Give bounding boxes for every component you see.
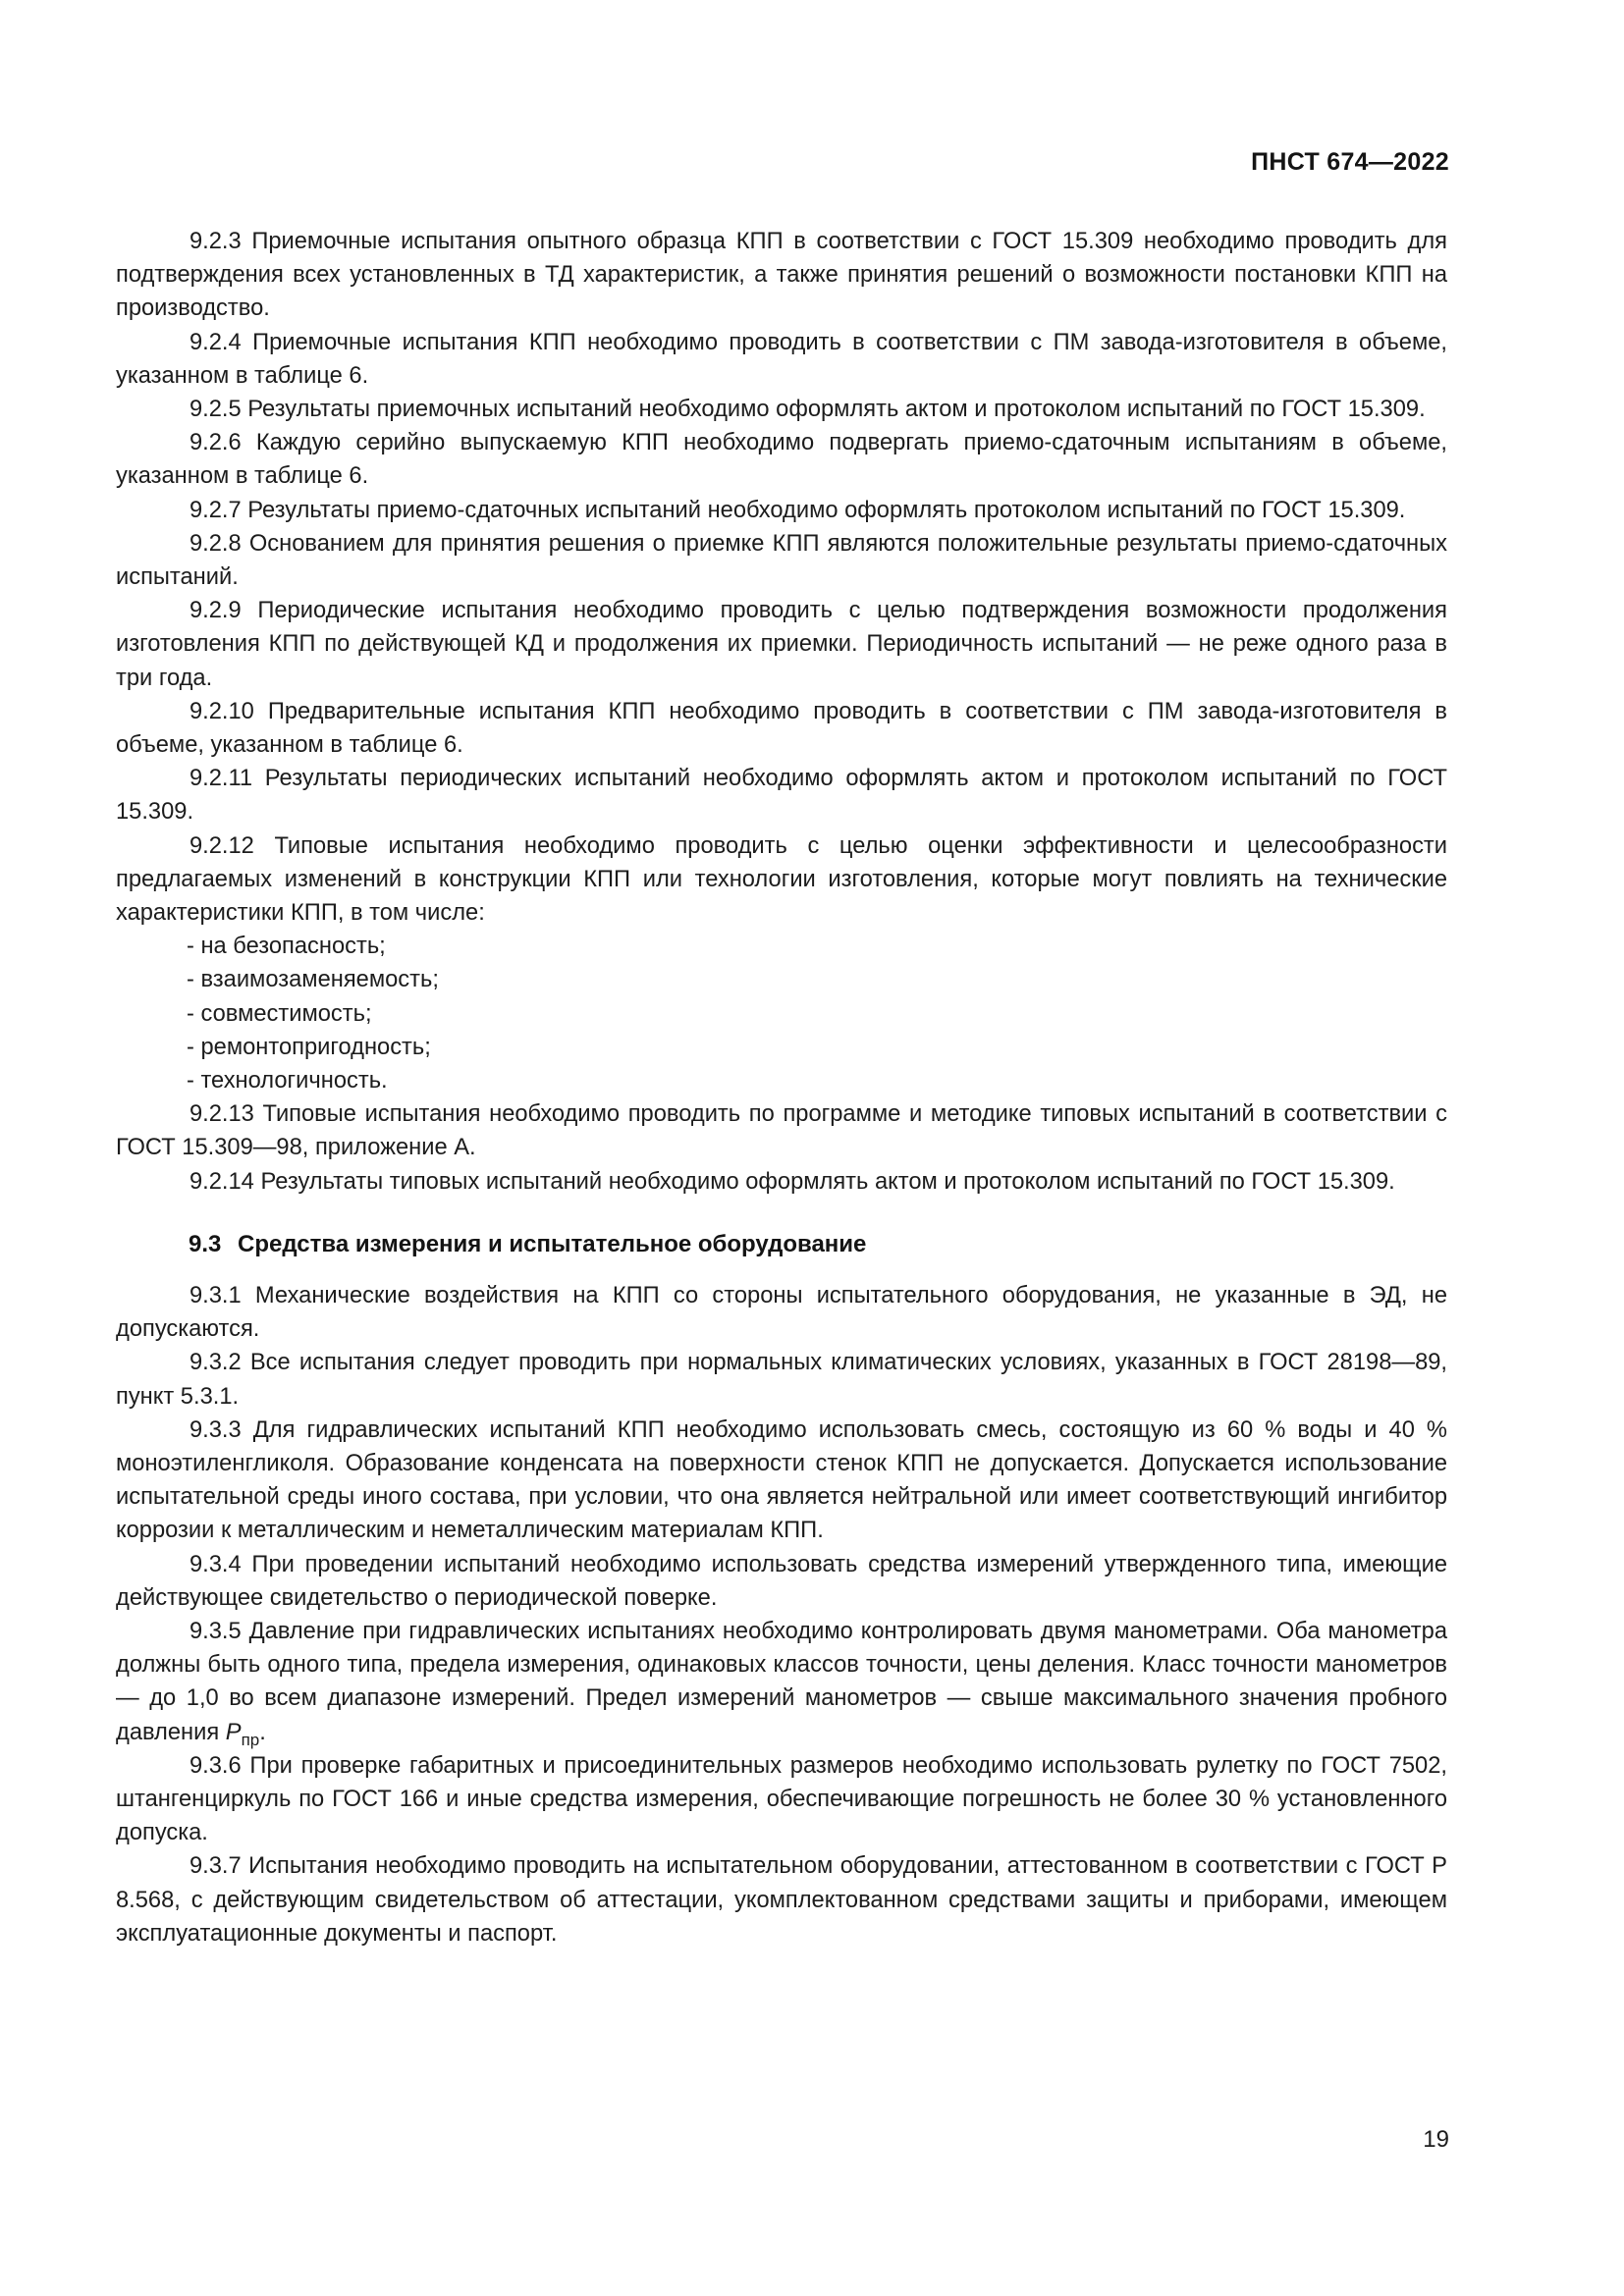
change-impact-list — [116, 930, 1447, 1097]
section-number: 9.3 — [189, 1230, 222, 1257]
list-item: - на безопасность; — [187, 934, 386, 960]
paragraph-9-2-4: 9.2.4 Приемочные испытания КПП необходимо проводить в соответствии с ПМ завода-изготовителя в объеме, указанном в таблице 6. — [116, 329, 1447, 389]
paragraph-9-2-6: 9.2.6 Каждую серийно выпускаемую КПП необходимо подвергать приемо-сдаточным испытаниям в объеме, указанном в таблице 6. — [116, 430, 1447, 490]
paragraph-9-2-7: 9.2.7 Результаты приемо-сдаточных испытаний необходимо оформлять протоколом испытаний по ГОСТ 15.309. — [189, 497, 1406, 523]
paragraph-9-2-9: 9.2.9 Периодические испытания необходимо проводить с целью подтверждения возможности продолжения изготовления КПП по действующей КД и продолжения их приемки. Периодичность испытаний — не реже одного раза в три года. — [116, 598, 1447, 691]
paragraph-9-2-8: 9.2.8 Основанием для принятия решения о приемке КПП являются положительные результаты приемо-сдаточных испытаний. — [116, 530, 1447, 591]
page-number: 19 — [1423, 2126, 1449, 2153]
paragraph-9-3-4: 9.3.4 При проведении испытаний необходимо использовать средства измерений утвержденного типа, имеющие действующее свидетельство о периодической поверке. — [116, 1551, 1447, 1611]
list-item: - ремонтопригодность; — [187, 1034, 431, 1060]
page-content — [116, 225, 1447, 1950]
list-item: - взаимозаменяемость; — [187, 967, 439, 993]
paragraph-9-3-6: 9.3.6 При проверке габаритных и присоединительных размеров необходимо использовать рулетку по ГОСТ 7502, штангенциркуль по ГОСТ 166 и иные средства измерения, обеспечивающие погрешность не более 30 % установленного допуска. — [116, 1752, 1447, 1846]
list-item: - совместимость; — [187, 1000, 372, 1027]
paragraph-9-3-2: 9.3.2 Все испытания следует проводить при нормальных климатических условиях, указанных в ГОСТ 28198—89, пункт 5.3.1. — [116, 1350, 1447, 1410]
paragraph-9-3-5 — [116, 1615, 1447, 1749]
pressure-subscript: пр — [241, 1730, 260, 1749]
paragraph-9-2-3: 9.2.3 Приемочные испытания опытного образца КПП в соответствии с ГОСТ 15.309 необходимо проводить для подтверждения всех установленных в ТД характеристик, а также принятия решений о возможности постановки КПП на производство. — [116, 229, 1447, 322]
section-title: Средства измерения и испытательное оборудование — [238, 1230, 867, 1257]
paragraph-9-2-12: 9.2.12 Типовые испытания необходимо проводить с целью оценки эффективности и целесообразности предлагаемых изменений в конструкции КПП или технологии изготовления, которые могут повлиять на технические характеристики КПП, в том числе: — [116, 832, 1447, 927]
paragraph-9-3-5-text: 9.3.5 Давление при гидравлических испытаниях необходимо контролировать двумя манометрами. Оба манометра должны быть одного типа, предела измерения, одинаковых классов точности, цены деления. Класс точности манометров — до 1,0 во всем диапазоне измерений. Предел измерений манометров — свыше максимального значения пробного давления — [116, 1618, 1447, 1745]
paragraph-9-3-7: 9.3.7 Испытания необходимо проводить на испытательном оборудовании, аттестованном в соответствии с ГОСТ Р 8.568, с действующим свидетельством об аттестации, укомплектованном средствами защиты и приборами, имеющем эксплуатационные документы и паспорт. — [116, 1853, 1447, 1947]
paragraph-9-3-3: 9.3.3 Для гидравлических испытаний КПП необходимо использовать смесь, состоящую из 60 % воды и 40 % моноэтиленгликоля. Образование конденсата на поверхности стенок КПП не допускается. Допускается использование испытательной среды иного состава, при условии, что она является нейтральной или имеет соответствующий ингибитор коррозии к металлическим и неметаллическим материалам КПП. — [116, 1416, 1447, 1544]
paragraph-9-2-14: 9.2.14 Результаты типовых испытаний необходимо оформлять актом и протоколом испытаний по ГОСТ 15.309. — [189, 1168, 1395, 1195]
paragraph-9-2-13: 9.2.13 Типовые испытания необходимо проводить по программе и методике типовых испытаний в соответствии с ГОСТ 15.309—98, приложение А. — [116, 1101, 1447, 1161]
paragraph-9-2-5: 9.2.5 Результаты приемочных испытаний необходимо оформлять актом и протоколом испытаний по ГОСТ 15.309. — [189, 397, 1426, 423]
section-heading — [116, 1228, 1447, 1261]
list-item: - технологичность. — [187, 1068, 388, 1095]
paragraph-9-2-10: 9.2.10 Предварительные испытания КПП необходимо проводить в соответствии с ПМ завода-изготовителя в объеме, указанном в таблице 6. — [116, 698, 1447, 759]
document-code: ПНСТ 674—2022 — [1251, 148, 1449, 176]
sentence-end: . — [259, 1719, 266, 1745]
paragraph-9-3-1: 9.3.1 Механические воздействия на КПП со стороны испытательного оборудования, не указанные в ЭД, не допускаются. — [116, 1282, 1447, 1343]
paragraph-9-2-11: 9.2.11 Результаты периодических испытаний необходимо оформлять актом и протоколом испытаний по ГОСТ 15.309. — [116, 766, 1447, 826]
pressure-symbol: P — [225, 1719, 242, 1745]
